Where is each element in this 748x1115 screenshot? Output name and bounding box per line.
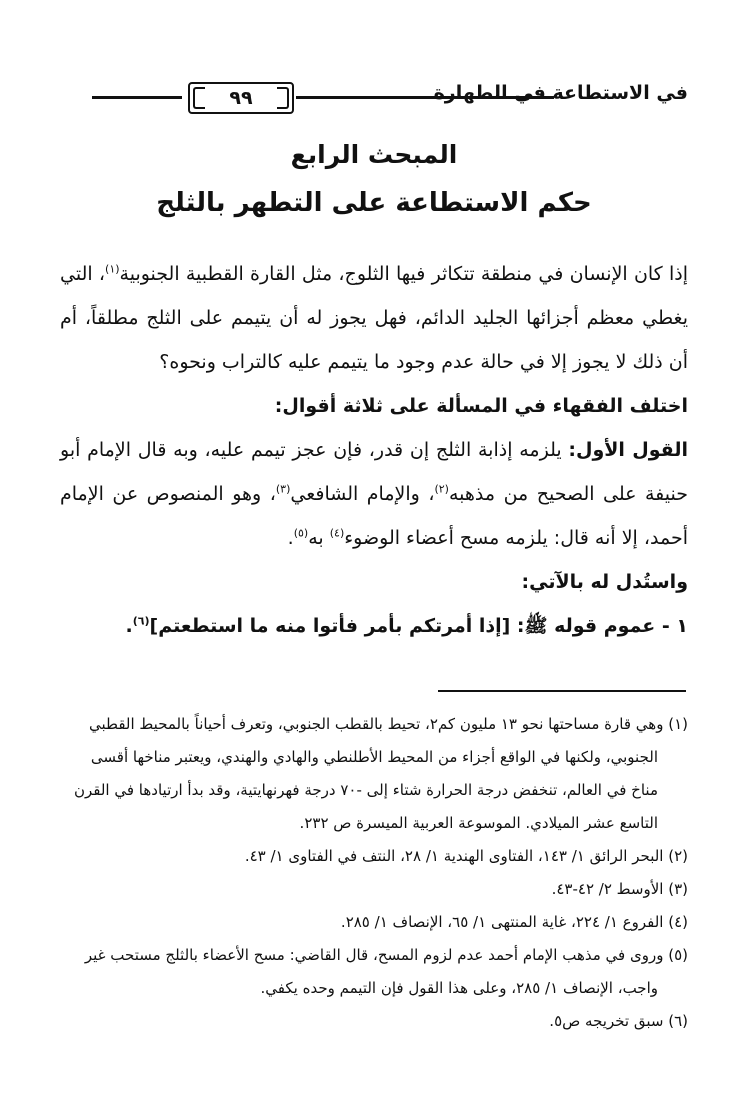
first-opinion-text: ، وهو المنصوص عن الإمام أحمد، إلا أنه قال: يلزمه مسح أعضاء الوضوء xyxy=(60,483,688,549)
footnote-ref: (٢) xyxy=(434,482,449,496)
first-opinion-paragraph xyxy=(60,428,688,560)
evidence-heading: واستُدل له بالآتي: xyxy=(521,571,688,593)
page-number: ٩٩ xyxy=(229,87,253,109)
footnote-3: (٣) الأوسط ٢/ ٤٢-٤٣. xyxy=(551,880,688,898)
first-opinion-label: القول الأول: xyxy=(568,439,688,461)
footnote-1-cont: الجنوبي، ولكنها في الواقع أجزاء من المحيط الأطلنطي والهادي والهندي، ويعتبر مناخها أقسى xyxy=(90,748,658,766)
header-rule-left xyxy=(92,96,182,99)
evidence-text: . xyxy=(125,615,133,637)
footnote-separator xyxy=(438,690,686,692)
footnote-ref: (٥) xyxy=(293,526,309,540)
intro-paragraph xyxy=(60,252,688,384)
footnote-1: (١) وهي قارة مساحتها نحو ١٣ مليون كم٢، تحيط بالقطب الجنوبي، وتعرف أحياناً بالمحيط القطبي xyxy=(89,715,688,733)
running-header xyxy=(60,78,688,118)
evidence-text: ١ - عموم قوله ﷺ: [إذا أمرتكم بأمر فأتوا منه ما استطعتم] xyxy=(149,615,688,637)
first-opinion-text: به xyxy=(308,527,330,549)
page-number-frame xyxy=(188,82,294,114)
intro-text: إذا كان الإنسان في منطقة تتكاثر فيها الثلوج، مثل القارة القطبية الجنوبية xyxy=(119,263,688,285)
first-opinion-text: . xyxy=(287,527,294,549)
footnote-2: (٢) البحر الرائق ١/ ١٤٣، الفتاوى الهندية ١/ ٢٨، النتف في الفتاوى ١/ ٤٣. xyxy=(244,847,688,865)
footnotes xyxy=(60,708,688,1038)
footnote-6: (٦) سبق تخريجه ص٥. xyxy=(549,1012,688,1030)
intro-text-cont: ، التي يغطي معظم أجزائها الجليد الدائم، فهل يجوز له أن يتيمم على الثلج مطلقاً، أم أن ذلك لا يجوز إلا في حالة عدم وجود ما يتيمم عليه كالتراب ونحوه؟ xyxy=(60,263,688,373)
section-title: حكم الاستطاعة على التطهر بالثلج xyxy=(156,188,592,218)
footnote-1-cont: التاسع عشر الميلادي. الموسوعة العربية الميسرة ص ٢٣٢. xyxy=(299,814,658,832)
footnote-ref: (٤) xyxy=(329,526,345,540)
first-opinion-text: يلزمه إذابة الثلج إن قدر، فإن عجز تيمم عليه، وبه قال الإمام أبو حنيفة على الصحيح من مذهبه xyxy=(60,439,689,505)
running-title: في الاستطاعة في الطهارة xyxy=(433,82,688,104)
footnote-1-cont: مناخ في العالم، تنخفض درجة الحرارة شتاء إلى -٧٠ درجة فهرنهايتية، وقد بدأ ارتيادها في القرن xyxy=(73,781,658,799)
section-heading: المبحث الرابع xyxy=(290,140,458,169)
main-text xyxy=(60,252,688,648)
footnote-5-cont: واجب، الإنصاف ١/ ٢٨٥، وعلى هذا القول فإن التيمم وحده يكفي. xyxy=(260,979,658,997)
footnote-4: (٤) الفروع ١/ ٢٢٤، غاية المنتهى ١/ ٦٥، الإنصاف ١/ ٢٨٥. xyxy=(340,913,688,931)
first-opinion-text: ، والإمام الشافعي xyxy=(290,483,435,505)
footnote-5: (٥) وروى في مذهب الإمام أحمد عدم لزوم المسح، قال القاضي: مسح الأعضاء بالثلج مستحب غير xyxy=(84,946,688,964)
evidence-item xyxy=(60,604,688,648)
footnote-ref: (١) xyxy=(105,262,120,276)
footnote-ref: (٣) xyxy=(275,482,291,496)
footnote-ref: (٦) xyxy=(132,614,150,628)
differ-line: اختلف الفقهاء في المسألة على ثلاثة أقوال: xyxy=(274,395,688,417)
